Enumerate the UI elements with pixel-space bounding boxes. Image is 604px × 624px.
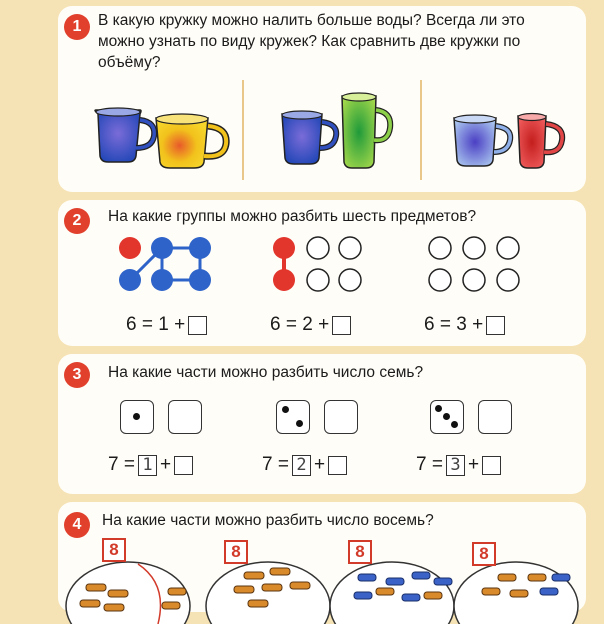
answer-box[interactable] xyxy=(332,316,351,335)
red-dot xyxy=(119,237,141,259)
answer-box[interactable] xyxy=(482,456,501,475)
blue-dot xyxy=(151,269,173,291)
equation-six-1 xyxy=(126,314,207,336)
empty-dot xyxy=(339,269,361,291)
empty-dot xyxy=(339,237,361,259)
equation-seven-3 xyxy=(416,454,501,476)
task-4-question: На какие части можно разбить число восемь? xyxy=(102,512,434,529)
equation-text: 7 = xyxy=(108,454,135,475)
equation-text: 7 = xyxy=(416,454,443,475)
blue-dot xyxy=(189,269,211,291)
answer-box[interactable] xyxy=(486,316,505,335)
equation-seven-1 xyxy=(108,454,193,476)
equation-six-3 xyxy=(424,314,505,336)
task-3-question: На какие части можно разбить число семь? xyxy=(108,364,424,381)
task-2-question: На какие группы можно разбить шесть предметов? xyxy=(108,208,477,225)
dice-three xyxy=(430,400,464,434)
task-1-number: 1 xyxy=(64,14,90,40)
equation-text: 6 = 2 + xyxy=(270,314,330,335)
cup-green-tall xyxy=(342,93,390,168)
task-1-question: В какую кружку можно налить больше воды? Всегда ли это можно узнать по виду кружек? Как сравнить две кружки по объёму? xyxy=(98,12,525,71)
candy-plates xyxy=(58,544,586,624)
equation-text: 6 = 3 + xyxy=(424,314,484,335)
candy-plate-4 xyxy=(454,562,578,624)
cup-blue-small xyxy=(95,108,154,162)
equation-six-2 xyxy=(270,314,351,336)
empty-dot xyxy=(429,269,451,291)
equation-seven-2 xyxy=(262,454,347,476)
task-3-panel xyxy=(58,354,586,494)
task-2-number: 2 xyxy=(64,208,90,234)
dice-two xyxy=(276,400,310,434)
plus-sign: + xyxy=(467,454,480,475)
cup-blue-small-2 xyxy=(282,111,336,164)
task-1-panel xyxy=(58,6,586,192)
number-badge: 8 xyxy=(224,540,248,564)
dice-one xyxy=(120,400,154,434)
answer-box[interactable] xyxy=(174,456,193,475)
dice-pip xyxy=(296,420,303,427)
blue-dot xyxy=(151,237,173,259)
empty-dot xyxy=(307,269,329,291)
empty-dot xyxy=(463,269,485,291)
dot-group-2 xyxy=(273,237,361,291)
empty-dot xyxy=(429,237,451,259)
dice-pip xyxy=(133,413,140,420)
task-2-panel xyxy=(58,200,586,346)
number-badge: 8 xyxy=(102,538,126,562)
cup-light-blue xyxy=(454,115,510,166)
task-3-number: 3 xyxy=(64,362,90,388)
digit-box: 1 xyxy=(138,455,157,476)
blue-dot xyxy=(189,237,211,259)
empty-dot xyxy=(497,269,519,291)
task-4-number: 4 xyxy=(64,512,90,538)
equation-text: 6 = 1 + xyxy=(126,314,186,335)
number-badge: 8 xyxy=(472,542,496,566)
dice-pip xyxy=(435,405,442,412)
empty-dot xyxy=(307,237,329,259)
candy-plate-1 xyxy=(66,562,190,624)
dice-pip xyxy=(443,413,450,420)
empty-dot xyxy=(463,237,485,259)
plus-sign: + xyxy=(313,454,326,475)
answer-box[interactable] xyxy=(188,316,207,335)
empty-square[interactable] xyxy=(478,400,512,434)
dice-pip xyxy=(451,421,458,428)
cup-yellow-large xyxy=(156,114,226,168)
red-dot xyxy=(273,269,295,291)
equation-text: 7 = xyxy=(262,454,289,475)
cups-illustration xyxy=(58,6,586,192)
task-4-panel xyxy=(58,502,586,612)
empty-square[interactable] xyxy=(168,400,202,434)
cup-red-narrow xyxy=(518,114,562,169)
empty-square[interactable] xyxy=(324,400,358,434)
plus-sign: + xyxy=(159,454,172,475)
number-badge: 8 xyxy=(348,540,372,564)
candy-plate-3 xyxy=(330,562,454,624)
empty-dot xyxy=(497,237,519,259)
dice-pip xyxy=(282,406,289,413)
answer-box[interactable] xyxy=(328,456,347,475)
blue-dot xyxy=(119,269,141,291)
dot-group-1 xyxy=(119,237,211,291)
red-dot xyxy=(273,237,295,259)
digit-box: 3 xyxy=(446,455,465,476)
dot-group-3 xyxy=(429,237,519,291)
candy-plate-2 xyxy=(206,562,330,624)
digit-box: 2 xyxy=(292,455,311,476)
